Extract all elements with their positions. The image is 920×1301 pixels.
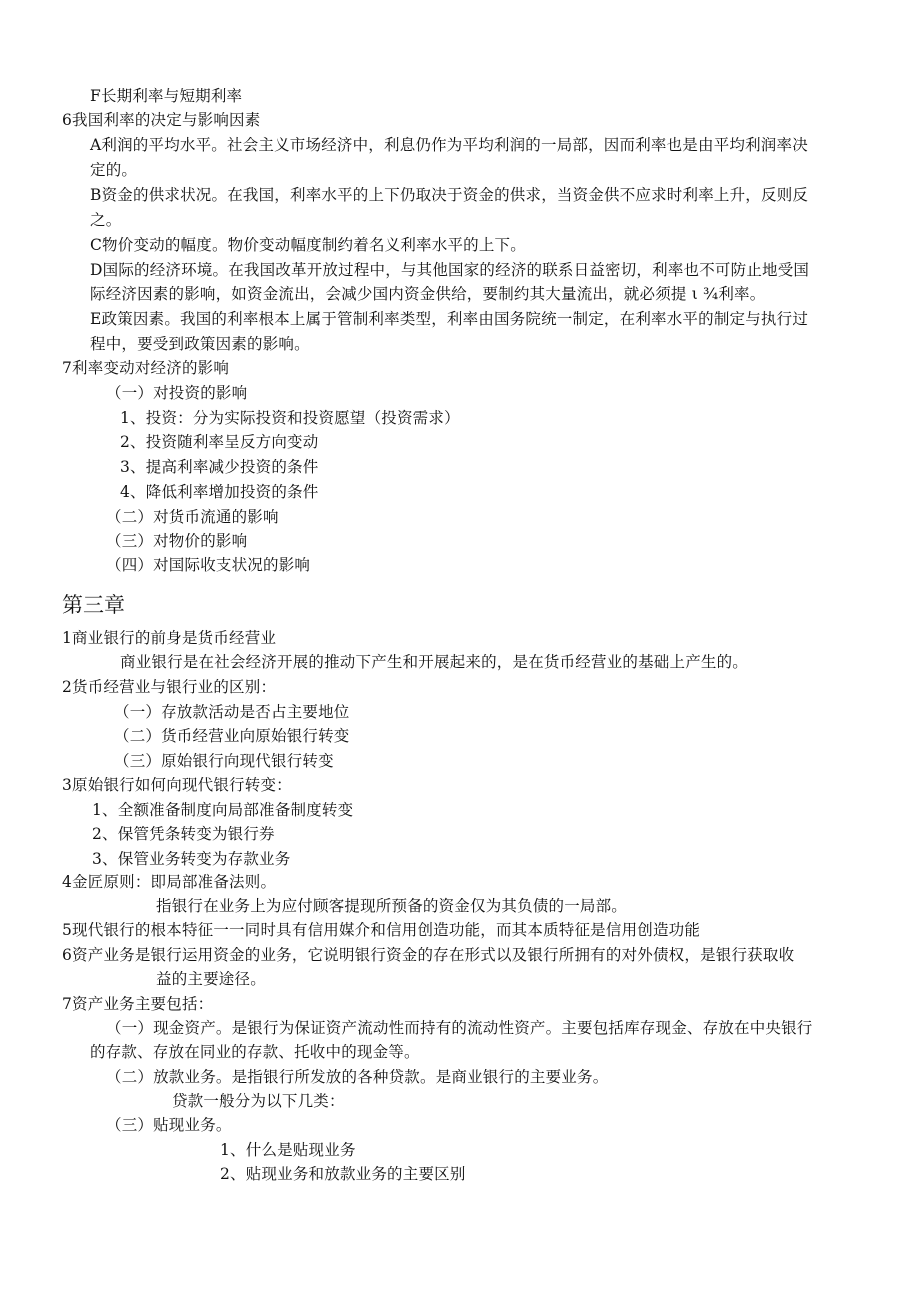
section-heading: 7利率变动对经济的影响 (62, 359, 230, 377)
text-line: 之。 (90, 211, 122, 229)
text-line: （一）对投资的影响 (106, 384, 248, 402)
text-line: 商业银行是在社会经济开展的推动下产生和开展起来的，是在货币经营业的基础上产生的。 (120, 653, 749, 671)
text-line: （一）存放款活动是否占主要地位 (114, 703, 350, 721)
section-heading: 1商业银行的前身是货币经营业 (62, 629, 277, 647)
section-heading: 6我国利率的决定与影响因素 (62, 111, 261, 129)
text-line: （四）对国际收支状况的影响 (106, 556, 311, 574)
text-line: （二）对货币流通的影响 (106, 508, 279, 526)
text-line: 指银行在业务上为应付顾客提现所预备的资金仅为其负债的一局部。 (156, 897, 628, 915)
section-heading: 3原始银行如何向现代银行转变： (62, 776, 292, 794)
text-line: 1、什么是贴现业务 (220, 1141, 356, 1159)
text-line: D国际的经济环境。在我国改革开放过程中，与其他国家的经济的联系日益密切，利率也不可防止地受国 (90, 261, 810, 279)
text-line: （三）原始银行向现代银行转变 (114, 752, 334, 770)
chapter-heading: 第三章 (62, 593, 125, 617)
text-line: 贷款一般分为以下几类： (172, 1092, 345, 1110)
text-line: E政策因素。我国的利率根本上属于管制利率类型，利率由国务院统一制定，在利率水平的制定与执行过 (90, 310, 809, 328)
text-line: A利润的平均水平。社会主义市场经济中，利息仍作为平均利润的一局部，因而利率也是由平均利润率决 (90, 136, 808, 154)
text-line: （二）放款业务。是指银行所发放的各种贷款。是商业银行的主要业务。 (106, 1068, 609, 1086)
text-line: 1、投资：分为实际投资和投资愿望（投资需求） (120, 409, 460, 427)
text-line: B资金的供求状况。在我国，利率水平的上下仍取决于资金的供求，当资金供不应求时利率上升，反则反 (90, 186, 809, 204)
text-line: 1、全额准备制度向局部准备制度转变 (92, 801, 354, 819)
text-line: 益的主要途径。 (156, 970, 266, 988)
text-line: 2、投资随利率呈反方向变动 (120, 433, 319, 451)
text-line: 2、贴现业务和放款业务的主要区别 (220, 1165, 466, 1183)
text-line: 2、保管凭条转变为银行券 (92, 825, 275, 843)
text-line: （三）贴现业务。 (106, 1116, 232, 1134)
text-line: 3、提高利率减少投资的条件 (120, 458, 319, 476)
text-line: F长期利率与短期利率 (90, 87, 243, 105)
section-heading: 5现代银行的根本特征一一同时具有信用媒介和信用创造功能，而其本质特征是信用创造功能 (62, 921, 701, 939)
text-line: （三）对物价的影响 (106, 532, 248, 550)
text-line: 的存款、存放在同业的存款、托收中的现金等。 (90, 1043, 420, 1061)
text-line: 定的。 (90, 161, 138, 179)
text-line: 4、降低利率增加投资的条件 (120, 483, 319, 501)
section-heading: 7资产业务主要包括： (62, 995, 214, 1013)
text-line: （二）货币经营业向原始银行转变 (114, 727, 350, 745)
section-heading: 6资产业务是银行运用资金的业务，它说明银行资金的存在形式以及银行所拥有的对外债权，是银行获取收 (62, 946, 795, 964)
text-line: C物价变动的幅度。物价变动幅度制约着名义利率水平的上下。 (90, 236, 526, 254)
text-line: （一）现金资产。是银行为保证资产流动性而持有的流动性资产。主要包括库存现金、存放在中央银行 (106, 1019, 813, 1037)
section-heading: 2货币经营业与银行业的区别： (62, 678, 277, 696)
section-heading: 4金匠原则：即局部准备法则。 (62, 873, 277, 891)
text-line: 程中，要受到政策因素的影响。 (90, 335, 310, 353)
text-line: 际经济因素的影响，如资金流出，会减少国内资金供给，要制约其大量流出，就必须提 ι ¾利率。 (90, 285, 766, 303)
text-line: 3、保管业务转变为存款业务 (92, 850, 291, 868)
